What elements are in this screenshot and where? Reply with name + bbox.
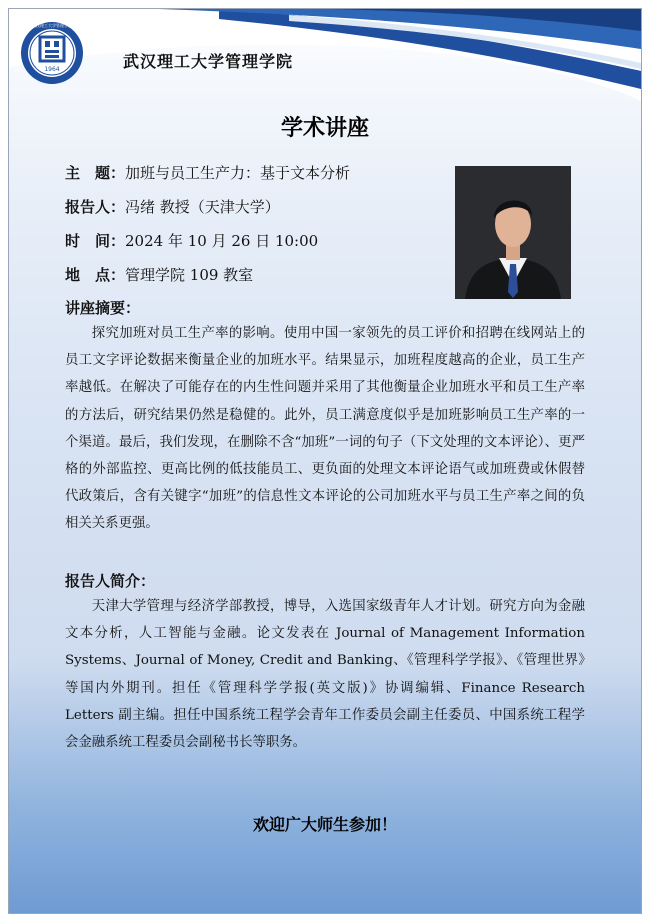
header-swoosh	[9, 9, 641, 119]
info-time	[65, 230, 318, 251]
topic-label: 主 题：	[65, 164, 126, 182]
time-value: 2024 年 10 月 26 日 10:00	[125, 232, 319, 250]
info-place	[65, 264, 253, 285]
info-speaker	[65, 196, 280, 217]
speaker-value: 冯绪 教授（天津大学）	[125, 198, 280, 216]
page-title: 学术讲座	[280, 116, 369, 141]
info-topic	[65, 162, 350, 183]
abstract-heading: 讲座摘要：	[65, 299, 141, 317]
bio-text: 天津大学管理与经济学部教授，博导，入选国家级青年人才计划。研究方向为金融文本分析，人工智能与金融。论文发表在 Journal of Management Information Systems、Journal of Money, Credit and Banking、《管理科学学报》、《管理世界》等国内外期刊。担任《管理科学学报(英文版)》协调编辑、Finance Research Letters 副主编。担任中国系统工程学会青年工作委员会副主任委员、中国系统工程学会金融系统工程委员会副秘书长等职务。	[65, 599, 585, 751]
place-value: 管理学院 109 教室	[125, 266, 254, 284]
time-label: 时 间：	[65, 232, 126, 250]
logo-text: 武汉理工大学管理学院	[32, 23, 72, 28]
university-logo	[20, 21, 84, 85]
welcome-text: 欢迎广大师生参加！	[252, 815, 397, 834]
bio-heading: 报告人简介：	[65, 572, 156, 590]
school-name: 武汉理工大学管理学院	[123, 52, 294, 71]
abstract-text: 探究加班对员工生产率的影响。使用中国一家领先的员工评价和招聘在线网站上的员工文字评论数据来衡量企业的加班水平。结果显示，加班程度越高的企业，员工生产率越低。在解决了可能存在的内生性问题并采用了其他衡量企业加班水平和员工生产率的方法后，研究结果仍然是稳健的。此外，员工满意度似乎是加班影响员工生产率的一个渠道。最后，我们发现，在删除不含“加班”一词的句子（下文处理的文本评论）、更严格的外部监控、更高比例的低技能员工、更负面的处理文本评论语气或加班费或休假替代政策后，含有关键字“加班”的信息性文本评论的公司加班水平与员工生产率之间的负相关关系更强。	[65, 326, 585, 532]
speaker-photo	[455, 166, 571, 299]
logo-year: 1964	[44, 66, 60, 73]
topic-value: 加班与员工生产力：基于文本分析	[125, 164, 351, 182]
speaker-label: 报告人：	[65, 198, 126, 216]
place-label: 地 点：	[65, 266, 126, 284]
poster	[8, 8, 642, 914]
